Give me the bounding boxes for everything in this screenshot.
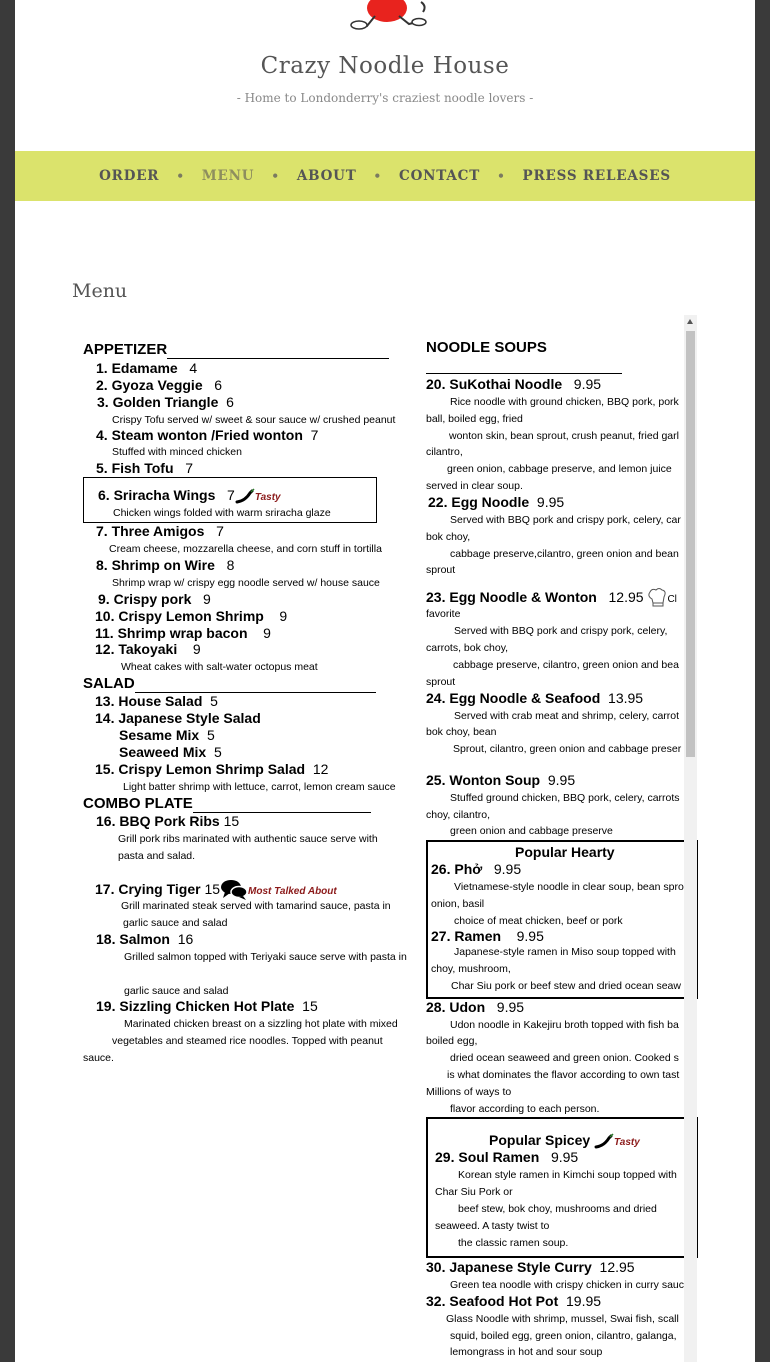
nav-item-order[interactable]: ORDER (99, 168, 160, 184)
item-description: Japanese-style ramen in Miso soup topped with (454, 946, 676, 958)
menu-document[interactable] (77, 313, 698, 1362)
menu-item: 25. Wonton Soup 9.95 (426, 772, 576, 788)
item-description: Millions of ways to (426, 1086, 512, 1098)
menu-item: 12. Takoyaki 9 (95, 641, 201, 657)
nav-item-press-releases[interactable]: PRESS RELEASES (522, 168, 671, 184)
popular-spicey-heading: Popular Spicey Tasty (489, 1132, 640, 1148)
menu-item: 13. House Salad 5 (95, 693, 218, 709)
scrollbar-thumb[interactable] (686, 331, 695, 757)
item-description: bok choy, bean (426, 726, 497, 738)
item-description: Rice noodle with ground chicken, BBQ pork, pork (450, 396, 679, 408)
site-logo[interactable] (345, 0, 435, 32)
item-description: Glass Noodle with shrimp, mussel, Swai fish, scall (446, 1313, 679, 1325)
item-description: green onion and cabbage preserve (450, 825, 613, 837)
item-description: Char Siu pork or beef stew and dried ocean seaw (451, 980, 681, 992)
item-description: Korean style ramen in Kimchi soup topped with (458, 1169, 677, 1181)
item-description: favorite (426, 608, 461, 620)
item-description: flavor according to each person. (450, 1103, 600, 1115)
item-description: Green tea noodle with crispy chicken in curry sauc (450, 1279, 685, 1291)
nav-separator: • (271, 169, 280, 183)
item-description: lemongrass in hot and sour soup (450, 1346, 603, 1358)
menu-item: 27. Ramen 9.95 (431, 928, 544, 944)
menu-item: 14. Japanese Style Salad (95, 710, 261, 726)
item-description: Served with crab meat and shrimp, celery, carrot (454, 710, 680, 722)
nav-separator: • (497, 169, 506, 183)
item-description: Vietnamese-style noodle in clear soup, bean spro (454, 881, 684, 893)
item-description: bok choy, (426, 531, 471, 543)
item-description: sauce. (83, 1052, 114, 1064)
item-description: Served with BBQ pork and crispy pork, celery, car (450, 514, 681, 526)
item-description: beef stew, bok choy, mushrooms and dried (458, 1203, 657, 1215)
item-description: Sprout, cilantro, green onion and cabbage preser (453, 743, 682, 755)
site-tagline: - Home to Londonderry's craziest noodle lovers - (236, 91, 534, 105)
item-description: cabbage preserve,cilantro, green onion and bean (450, 548, 679, 560)
item-description: boiled egg, (426, 1035, 478, 1047)
item-description: Udon noodle in Kakejiru broth topped with fish ba (450, 1019, 679, 1031)
item-description: vegetables and steamed rice noodles. Topped with peanut (112, 1035, 383, 1047)
section-heading-combo-plate: COMBO PLATE (83, 795, 371, 813)
menu-item: 30. Japanese Style Curry 12.95 (426, 1259, 635, 1275)
section-divider (426, 373, 622, 374)
nav-separator: • (373, 169, 383, 183)
item-description: served in clear soup. (426, 480, 523, 492)
page-container (15, 0, 755, 1362)
item-description: choy, mushroom, (431, 963, 511, 975)
menu-item: 1. Edamame 4 (96, 360, 198, 376)
menu-item: 23. Egg Noodle & Wonton 12.95 Cl (426, 586, 677, 611)
menu-item: 29. Soul Ramen 9.95 (435, 1149, 579, 1165)
item-description: choy, cilantro, (426, 809, 490, 821)
menu-item: 32. Seafood Hot Pot 19.95 (426, 1293, 602, 1309)
item-description: Stuffed ground chicken, BBQ pork, celery, carrots (450, 792, 680, 804)
menu-item: 22. Egg Noodle 9.95 (428, 494, 565, 510)
site-title[interactable]: Crazy Noodle House (260, 53, 510, 79)
item-description: squid, boiled egg, green onion, cilantro, galanga, (450, 1330, 677, 1342)
item-description: the classic ramen soup. (458, 1237, 569, 1249)
menu-item: 24. Egg Noodle & Seafood 13.95 (426, 690, 644, 706)
page-title: Menu (72, 280, 128, 302)
item-description: seaweed. A tasty twist to (435, 1220, 550, 1232)
speech-bubbles-icon (220, 879, 248, 901)
item-description: Served with BBQ pork and crispy pork, celery, (454, 625, 668, 637)
item-description: onion, basil (431, 898, 485, 910)
menu-item: 2. Gyoza Veggie 6 (96, 377, 223, 393)
menu-item: 11. Shrimp wrap bacon 9 (95, 625, 271, 641)
menu-item: 5. Fish Tofu 7 (96, 460, 193, 476)
item-description: Grill pork ribs marinated with authentic sauce serve with (118, 833, 378, 845)
section-heading-appetizer: APPETIZER (83, 341, 389, 359)
item-description: Char Siu Pork or (435, 1186, 513, 1198)
document-scrollbar[interactable] (684, 315, 697, 1362)
item-description: Chicken wings folded with warm sriracha glaze (113, 507, 331, 519)
item-description: Marinated chicken breast on a sizzling hot plate with mixed (124, 1018, 398, 1030)
nav-item-contact[interactable]: CONTACT (399, 168, 481, 184)
item-description: cilantro, (426, 446, 463, 458)
section-heading-salad: SALAD (83, 675, 376, 693)
item-description: cabbage preserve, cilantro, green onion and bea (453, 659, 679, 671)
item-description: sprout (426, 564, 456, 576)
chili-pepper-icon (594, 1133, 614, 1149)
item-description: pasta and salad. (118, 850, 196, 862)
item-description: ball, boiled egg, fried (426, 413, 523, 425)
item-description: Grill marinated steak served with tamarind sauce, pasta in (121, 900, 391, 912)
chili-pepper-icon (235, 488, 255, 504)
nav-item-about[interactable]: ABOUT (296, 168, 357, 184)
item-description: wonton skin, bean sprout, crush peanut, fried garl (449, 430, 679, 442)
item-description: sprout (426, 676, 456, 688)
menu-item: Sesame Mix 5 (119, 727, 215, 743)
item-description: Shrimp wrap w/ crispy egg noodle served w/ house sauce (112, 577, 380, 589)
menu-item: 15. Crispy Lemon Shrimp Salad 12 (95, 761, 329, 777)
menu-item: 9. Crispy pork 9 (98, 591, 211, 607)
item-description: green onion, cabbage preserve, and lemon juice (447, 463, 672, 475)
menu-item: 8. Shrimp on Wire 8 (96, 557, 235, 573)
item-description: garlic sauce and salad (123, 917, 228, 929)
item-description: choice of meat chicken, beef or pork (454, 915, 623, 927)
chef-hat-icon (647, 587, 667, 609)
main-navigation (15, 151, 755, 201)
menu-item: 28. Udon 9.95 (426, 999, 525, 1015)
item-description: Cream cheese, mozzarella cheese, and corn stuff in tortilla (109, 543, 382, 555)
popular-hearty-heading: Popular Hearty (515, 844, 615, 860)
menu-item: 26. Phở 9.95 (431, 861, 522, 877)
nav-item-menu[interactable]: MENU (201, 168, 255, 184)
item-description: Stuffed with minced chicken (112, 446, 242, 458)
nav-separator: • (176, 169, 185, 183)
menu-item: 17. Crying Tiger 15 Most Talked About (95, 879, 337, 902)
item-description: Wheat cakes with salt-water octopus meat (121, 661, 318, 673)
menu-item: 16. BBQ Pork Ribs 15 (96, 813, 240, 829)
item-description: is what dominates the flavor according to own tast (447, 1069, 680, 1081)
menu-item: 6. Sriracha Wings 7 Tasty (98, 487, 281, 503)
menu-item: 10. Crispy Lemon Shrimp 9 (95, 608, 288, 624)
menu-item: 20. SuKothai Noodle 9.95 (426, 376, 602, 392)
item-description: Crispy Tofu served w/ sweet & sour sauce w/ crushed peanut (112, 414, 396, 426)
scroll-up-arrow-icon[interactable] (687, 319, 693, 324)
menu-item: 18. Salmon 16 (96, 931, 194, 947)
menu-item: Seaweed Mix 5 (119, 744, 222, 760)
item-description: Grilled salmon topped with Teriyaki sauce serve with pasta in (124, 951, 407, 963)
item-description: dried ocean seaweed and green onion. Cooked s (450, 1052, 679, 1064)
menu-item: 3. Golden Triangle 6 (97, 394, 234, 410)
item-description: Light batter shrimp with lettuce, carrot, lemon cream sauce (123, 781, 396, 793)
section-heading-noodle-soups: NOODLE SOUPS (426, 339, 547, 356)
item-description: carrots, bok choy, (426, 642, 509, 654)
item-description: garlic sauce and salad (124, 985, 229, 997)
menu-item: 7. Three Amigos 7 (96, 523, 224, 539)
menu-item: 19. Sizzling Chicken Hot Plate 15 (96, 998, 318, 1014)
menu-item: 4. Steam wonton /Fried wonton 7 (96, 427, 319, 443)
